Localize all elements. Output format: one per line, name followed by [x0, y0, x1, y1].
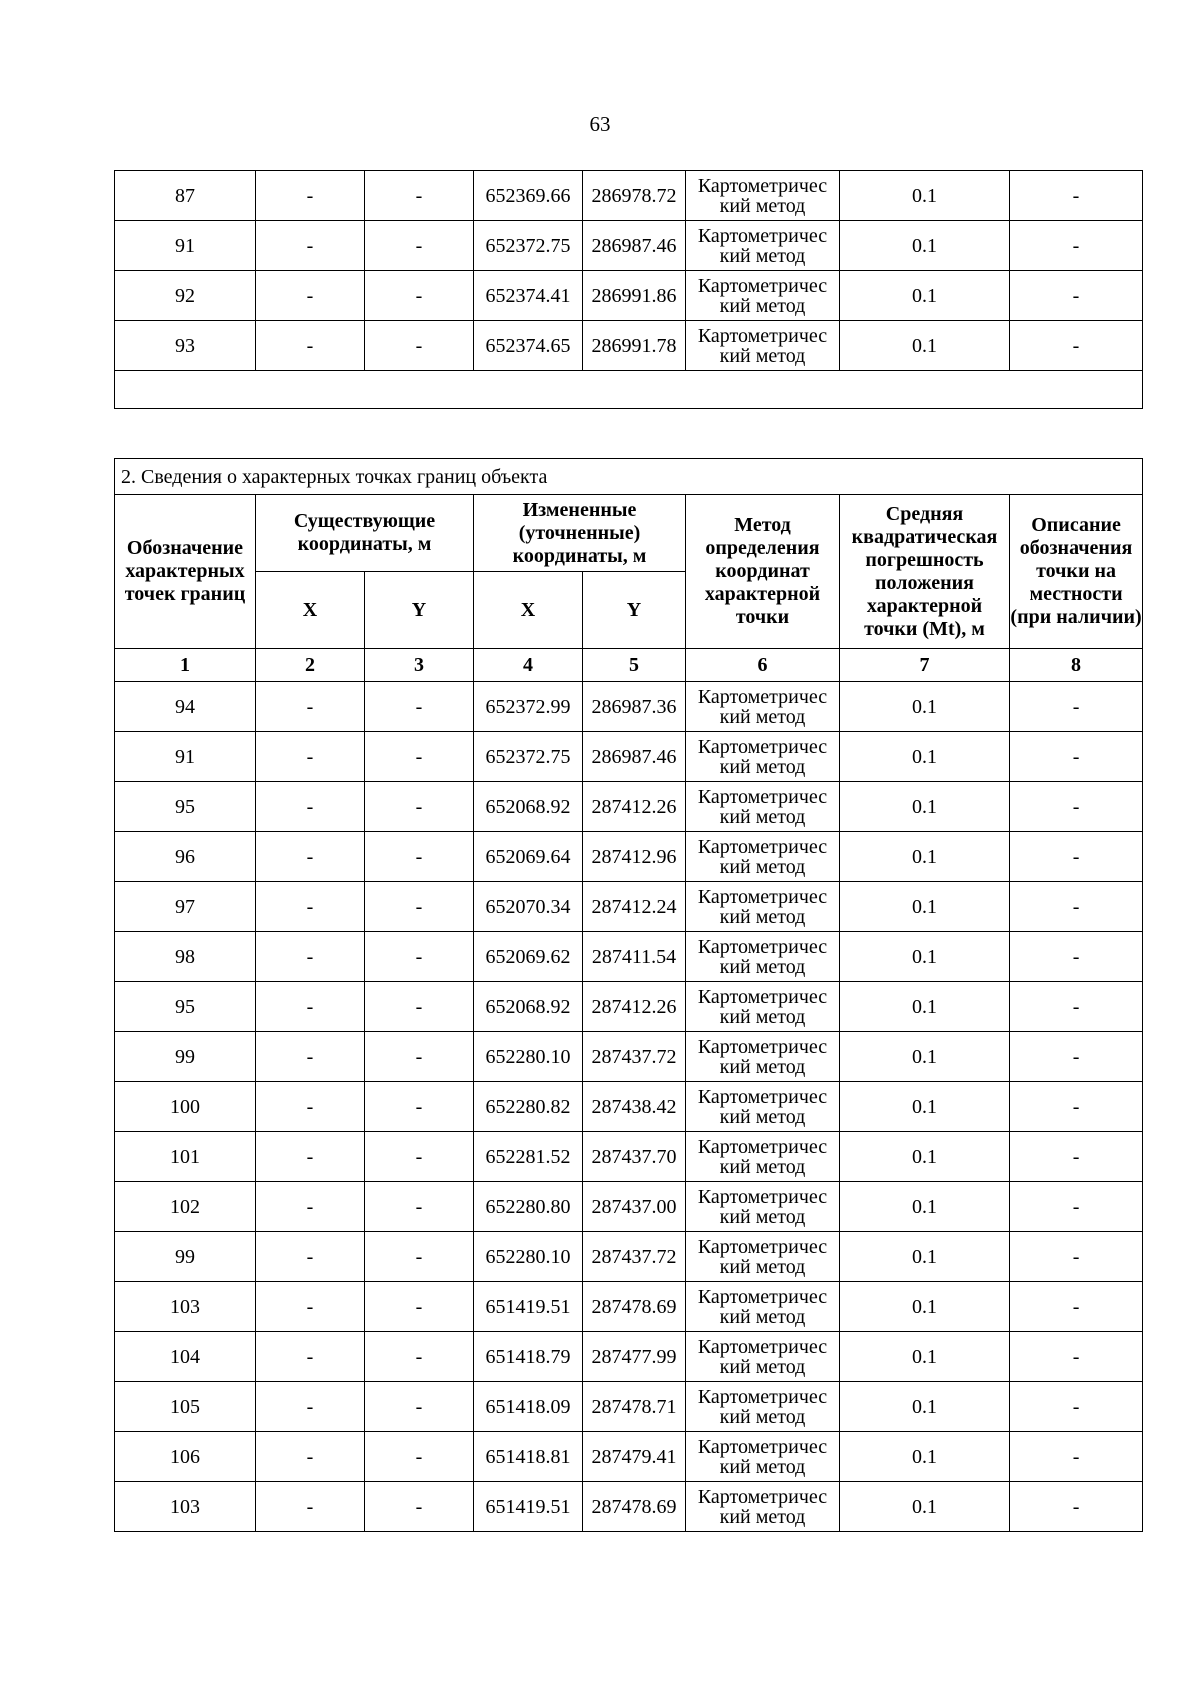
method-cell: Картометричес кий метод: [686, 982, 840, 1032]
method-cell: Картометричес кий метод: [686, 782, 840, 832]
col-number: 1: [115, 649, 256, 682]
changed-x-cell: 651418.79: [474, 1332, 583, 1382]
error-cell: 0.1: [840, 221, 1010, 271]
existing-y-cell: -: [365, 321, 474, 371]
description-cell: -: [1010, 1432, 1143, 1482]
existing-y-cell: -: [365, 832, 474, 882]
existing-y-cell: -: [365, 1282, 474, 1332]
error-cell: 0.1: [840, 882, 1010, 932]
table-row: [115, 1332, 1143, 1382]
error-cell: 0.1: [840, 932, 1010, 982]
changed-x-cell: 652281.52: [474, 1132, 583, 1182]
changed-x-cell: 651419.51: [474, 1482, 583, 1532]
table-row: [115, 1382, 1143, 1432]
method-cell: Картометричес кий метод: [686, 1432, 840, 1482]
description-cell: -: [1010, 1182, 1143, 1232]
col-number: 5: [583, 649, 686, 682]
method-cell: Картометричес кий метод: [686, 1232, 840, 1282]
existing-x-cell: -: [256, 1132, 365, 1182]
table-row: [115, 1182, 1143, 1232]
header-changed-y: Y: [583, 572, 686, 649]
point-id-cell: 97: [115, 882, 256, 932]
description-cell: -: [1010, 832, 1143, 882]
table-row: [115, 982, 1143, 1032]
main-table-body: [115, 682, 1143, 1532]
table-row: [115, 932, 1143, 982]
point-id-cell: 103: [115, 1482, 256, 1532]
description-cell: -: [1010, 1482, 1143, 1532]
existing-y-cell: -: [365, 732, 474, 782]
section-title: 2. Сведения о характерных точках границ объекта: [115, 459, 1143, 495]
error-cell: 0.1: [840, 1282, 1010, 1332]
point-id-cell: 93: [115, 321, 256, 371]
description-cell: -: [1010, 882, 1143, 932]
method-cell: Картометричес кий метод: [686, 1482, 840, 1532]
description-cell: -: [1010, 732, 1143, 782]
existing-y-cell: -: [365, 271, 474, 321]
existing-x-cell: -: [256, 1382, 365, 1432]
changed-y-cell: 287412.26: [583, 782, 686, 832]
point-id-cell: 95: [115, 782, 256, 832]
changed-y-cell: 287478.69: [583, 1282, 686, 1332]
existing-y-cell: -: [365, 1382, 474, 1432]
method-cell: Картометричес кий метод: [686, 221, 840, 271]
point-id-cell: 98: [115, 932, 256, 982]
changed-y-cell: 287411.54: [583, 932, 686, 982]
description-cell: -: [1010, 271, 1143, 321]
existing-y-cell: -: [365, 171, 474, 221]
error-cell: 0.1: [840, 1132, 1010, 1182]
description-cell: -: [1010, 1382, 1143, 1432]
existing-x-cell: -: [256, 1082, 365, 1132]
header-error: Средняя квадратическая погрешность положения характерной точки (Mt), м: [840, 495, 1010, 649]
changed-y-cell: 287478.71: [583, 1382, 686, 1432]
point-id-cell: 105: [115, 1382, 256, 1432]
existing-y-cell: -: [365, 1082, 474, 1132]
existing-x-cell: -: [256, 882, 365, 932]
method-cell: Картометричес кий метод: [686, 882, 840, 932]
existing-y-cell: -: [365, 1032, 474, 1082]
error-cell: 0.1: [840, 171, 1010, 221]
error-cell: 0.1: [840, 782, 1010, 832]
top-coordinates-table: [114, 170, 1143, 409]
existing-y-cell: -: [365, 932, 474, 982]
error-cell: 0.1: [840, 321, 1010, 371]
changed-y-cell: 287412.96: [583, 832, 686, 882]
error-cell: 0.1: [840, 1082, 1010, 1132]
changed-x-cell: 651418.09: [474, 1382, 583, 1432]
error-cell: 0.1: [840, 1182, 1010, 1232]
point-id-cell: 91: [115, 221, 256, 271]
changed-x-cell: 652069.62: [474, 932, 583, 982]
point-id-cell: 96: [115, 832, 256, 882]
changed-x-cell: 652372.75: [474, 732, 583, 782]
error-cell: 0.1: [840, 1032, 1010, 1082]
existing-x-cell: -: [256, 1182, 365, 1232]
method-cell: Картометричес кий метод: [686, 1182, 840, 1232]
method-cell: Картометричес кий метод: [686, 1132, 840, 1182]
changed-y-cell: 287437.72: [583, 1032, 686, 1082]
changed-x-cell: 651419.51: [474, 1282, 583, 1332]
existing-x-cell: -: [256, 682, 365, 732]
method-cell: Картометричес кий метод: [686, 1332, 840, 1382]
existing-y-cell: -: [365, 782, 474, 832]
changed-y-cell: 287437.72: [583, 1232, 686, 1282]
changed-x-cell: 652280.82: [474, 1082, 583, 1132]
description-cell: -: [1010, 1232, 1143, 1282]
changed-x-cell: 652070.34: [474, 882, 583, 932]
table-row: [115, 1082, 1143, 1132]
col-number: 4: [474, 649, 583, 682]
error-cell: 0.1: [840, 732, 1010, 782]
changed-y-cell: 286991.78: [583, 321, 686, 371]
changed-y-cell: 287438.42: [583, 1082, 686, 1132]
method-cell: Картометричес кий метод: [686, 271, 840, 321]
point-id-cell: 94: [115, 682, 256, 732]
point-id-cell: 92: [115, 271, 256, 321]
existing-y-cell: -: [365, 882, 474, 932]
col-number: 3: [365, 649, 474, 682]
table-row: [115, 1282, 1143, 1332]
changed-x-cell: 652374.65: [474, 321, 583, 371]
error-cell: 0.1: [840, 682, 1010, 732]
method-cell: Картометричес кий метод: [686, 1032, 840, 1082]
header-row-1: [115, 495, 1143, 572]
error-cell: 0.1: [840, 1382, 1010, 1432]
changed-y-cell: 287412.24: [583, 882, 686, 932]
header-existing-x: X: [256, 572, 365, 649]
changed-y-cell: 286987.46: [583, 732, 686, 782]
point-id-cell: 100: [115, 1082, 256, 1132]
method-cell: Картометричес кий метод: [686, 1282, 840, 1332]
error-cell: 0.1: [840, 1432, 1010, 1482]
description-cell: -: [1010, 782, 1143, 832]
changed-y-cell: 286987.46: [583, 221, 686, 271]
existing-y-cell: -: [365, 1482, 474, 1532]
changed-y-cell: 287478.69: [583, 1482, 686, 1532]
existing-x-cell: -: [256, 1332, 365, 1382]
table-row: [115, 732, 1143, 782]
method-cell: Картометричес кий метод: [686, 682, 840, 732]
method-cell: Картометричес кий метод: [686, 321, 840, 371]
point-id-cell: 104: [115, 1332, 256, 1382]
changed-x-cell: 652280.80: [474, 1182, 583, 1232]
changed-x-cell: 652068.92: [474, 782, 583, 832]
point-id-cell: 106: [115, 1432, 256, 1482]
error-cell: 0.1: [840, 1482, 1010, 1532]
description-cell: -: [1010, 982, 1143, 1032]
table-row: [115, 171, 1143, 221]
method-cell: Картометричес кий метод: [686, 932, 840, 982]
description-cell: -: [1010, 1332, 1143, 1382]
description-cell: -: [1010, 171, 1143, 221]
description-cell: -: [1010, 321, 1143, 371]
changed-x-cell: 652280.10: [474, 1232, 583, 1282]
header-existing-coordinates: Существующие координаты, м: [256, 495, 474, 572]
table-row: [115, 832, 1143, 882]
method-cell: Картометричес кий метод: [686, 832, 840, 882]
changed-y-cell: 287477.99: [583, 1332, 686, 1382]
existing-y-cell: -: [365, 1232, 474, 1282]
error-cell: 0.1: [840, 1332, 1010, 1382]
description-cell: -: [1010, 1032, 1143, 1082]
changed-x-cell: 652372.99: [474, 682, 583, 732]
existing-x-cell: -: [256, 982, 365, 1032]
existing-y-cell: -: [365, 1332, 474, 1382]
changed-x-cell: 652372.75: [474, 221, 583, 271]
changed-y-cell: 287479.41: [583, 1432, 686, 1482]
changed-x-cell: 652374.41: [474, 271, 583, 321]
header-changed-coordinates: Измененные (уточненные) координаты, м: [474, 495, 686, 572]
table-row: [115, 1132, 1143, 1182]
description-cell: -: [1010, 1132, 1143, 1182]
existing-x-cell: -: [256, 832, 365, 882]
point-id-cell: 99: [115, 1232, 256, 1282]
existing-x-cell: -: [256, 782, 365, 832]
col-number: 8: [1010, 649, 1143, 682]
existing-x-cell: -: [256, 171, 365, 221]
changed-x-cell: 652280.10: [474, 1032, 583, 1082]
header-description: Описание обозначения точки на местности (при наличии): [1010, 495, 1143, 649]
changed-x-cell: 652069.64: [474, 832, 583, 882]
header-method: Метод определения координат характерной точки: [686, 495, 840, 649]
col-number: 7: [840, 649, 1010, 682]
description-cell: -: [1010, 682, 1143, 732]
empty-cell: [115, 371, 1143, 409]
existing-y-cell: -: [365, 1182, 474, 1232]
existing-y-cell: -: [365, 682, 474, 732]
header-changed-x: X: [474, 572, 583, 649]
description-cell: -: [1010, 1282, 1143, 1332]
boundary-points-table: [114, 458, 1143, 1532]
header-designation: Обозначение характерных точек границ: [115, 495, 256, 649]
description-cell: -: [1010, 221, 1143, 271]
table-row: [115, 882, 1143, 932]
table-row: [115, 1232, 1143, 1282]
point-id-cell: 99: [115, 1032, 256, 1082]
changed-y-cell: 287412.26: [583, 982, 686, 1032]
existing-x-cell: -: [256, 932, 365, 982]
existing-y-cell: -: [365, 221, 474, 271]
existing-x-cell: -: [256, 321, 365, 371]
error-cell: 0.1: [840, 832, 1010, 882]
table-row: [115, 221, 1143, 271]
method-cell: Картометричес кий метод: [686, 1382, 840, 1432]
point-id-cell: 101: [115, 1132, 256, 1182]
changed-y-cell: 287437.00: [583, 1182, 686, 1232]
error-cell: 0.1: [840, 271, 1010, 321]
table-row: [115, 271, 1143, 321]
empty-row: [115, 371, 1143, 409]
changed-y-cell: 287437.70: [583, 1132, 686, 1182]
existing-x-cell: -: [256, 271, 365, 321]
method-cell: Картометричес кий метод: [686, 171, 840, 221]
table-row: [115, 321, 1143, 371]
table-row: [115, 1482, 1143, 1532]
existing-y-cell: -: [365, 1432, 474, 1482]
point-id-cell: 102: [115, 1182, 256, 1232]
page-number: 63: [589, 112, 611, 136]
column-number-row: [115, 649, 1143, 682]
header-existing-y: Y: [365, 572, 474, 649]
changed-y-cell: 286978.72: [583, 171, 686, 221]
existing-y-cell: -: [365, 982, 474, 1032]
col-number: 2: [256, 649, 365, 682]
table-row: [115, 1032, 1143, 1082]
top-table-body: [115, 171, 1143, 371]
point-id-cell: 95: [115, 982, 256, 1032]
point-id-cell: 103: [115, 1282, 256, 1332]
method-cell: Картометричес кий метод: [686, 732, 840, 782]
changed-x-cell: 652369.66: [474, 171, 583, 221]
existing-y-cell: -: [365, 1132, 474, 1182]
error-cell: 0.1: [840, 982, 1010, 1032]
changed-x-cell: 651418.81: [474, 1432, 583, 1482]
table-row: [115, 1432, 1143, 1482]
changed-y-cell: 286991.86: [583, 271, 686, 321]
table-row: [115, 682, 1143, 732]
section-title-row: [115, 459, 1143, 495]
description-cell: -: [1010, 932, 1143, 982]
existing-x-cell: -: [256, 1432, 365, 1482]
changed-y-cell: 286987.36: [583, 682, 686, 732]
changed-x-cell: 652068.92: [474, 982, 583, 1032]
existing-x-cell: -: [256, 221, 365, 271]
table-row: [115, 782, 1143, 832]
method-cell: Картометричес кий метод: [686, 1082, 840, 1132]
existing-x-cell: -: [256, 1482, 365, 1532]
error-cell: 0.1: [840, 1232, 1010, 1282]
point-id-cell: 91: [115, 732, 256, 782]
point-id-cell: 87: [115, 171, 256, 221]
description-cell: -: [1010, 1082, 1143, 1132]
col-number: 6: [686, 649, 840, 682]
existing-x-cell: -: [256, 1232, 365, 1282]
existing-x-cell: -: [256, 1032, 365, 1082]
existing-x-cell: -: [256, 1282, 365, 1332]
existing-x-cell: -: [256, 732, 365, 782]
